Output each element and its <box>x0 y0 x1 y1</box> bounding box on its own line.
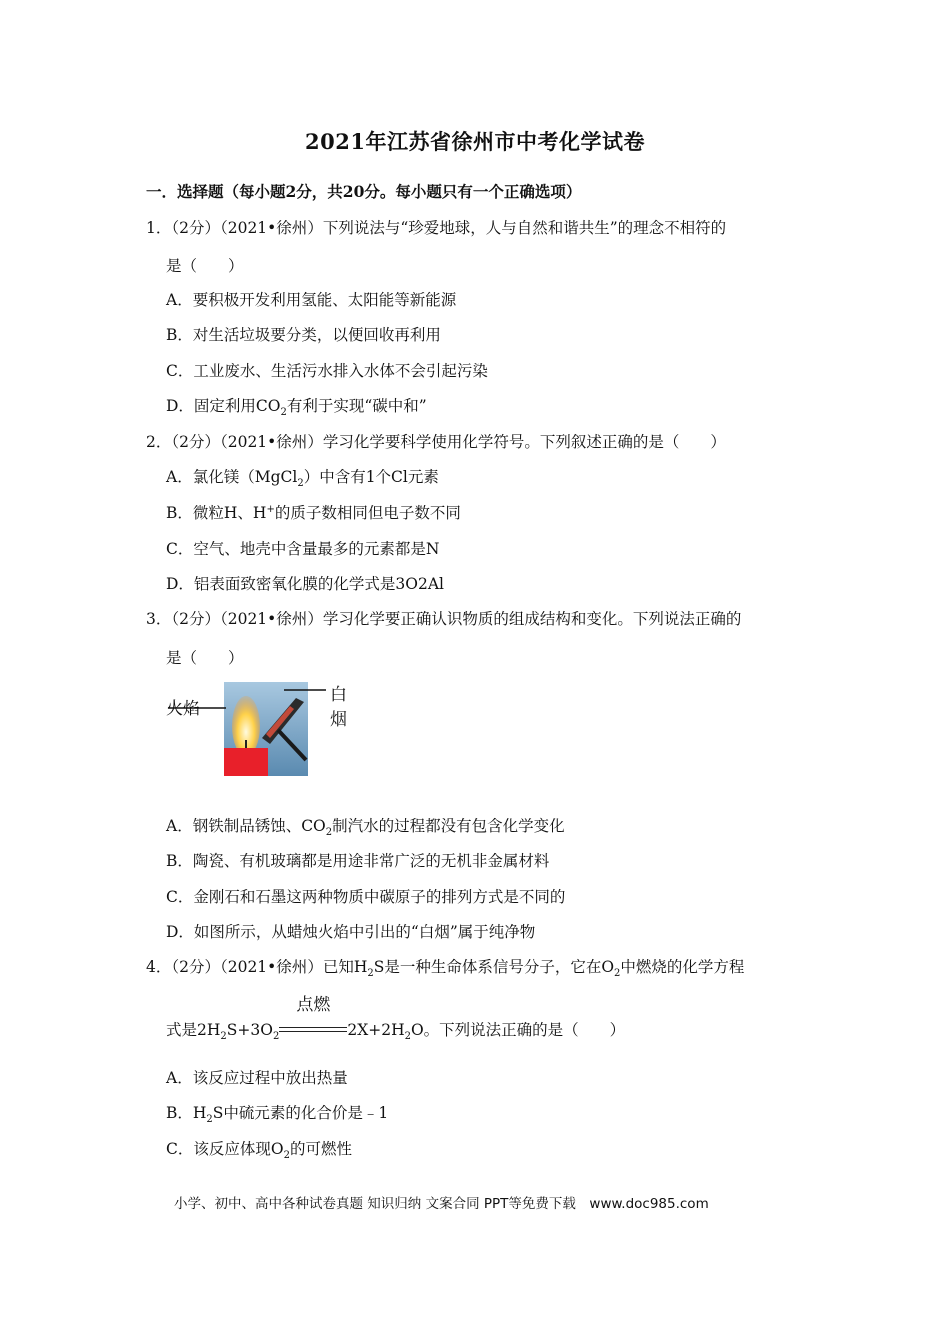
question-4-stem: 4．（2分）（2021•徐州）已知$H_2S$是一种生命体系信号分子，它在$O_2$中燃烧的化学方程 <box>146 958 745 980</box>
question-1-option-d: D．固定利用$CO_2$有利于实现“碳中和” <box>166 397 427 419</box>
page-footer: 小学、初中、高中各种试卷真题 知识归纳 文案合同 PPT等免费下载 www.doc985.com <box>174 1196 709 1212</box>
question-1-option-b: B．对生活垃圾要分类，以便回收再利用 <box>166 326 441 344</box>
page-title: 2021年江苏省徐州市中考化学试卷 <box>305 129 645 154</box>
candle-smoke-illustration <box>166 678 346 778</box>
candle-body <box>224 748 268 776</box>
question-2-option-a: A．氯化镁（MgCl$_2$）中含有1个Cl元素 <box>166 468 439 490</box>
question-3-option-d: D．如图所示，从蜡烛火焰中引出的“白烟”属于纯净物 <box>166 923 536 941</box>
question-3-option-b: B．陶瓷、有机玻璃都是用途非常广泛的无机非金属材料 <box>166 852 550 870</box>
question-3-option-c: C．金刚石和石墨这两种物质中碳原子的排列方式是不同的 <box>166 888 566 906</box>
question-4-option-c: C．该反应体现$O_2$的可燃性 <box>166 1140 352 1162</box>
question-4-option-a: A．该反应过程中放出热量 <box>166 1069 348 1087</box>
question-1-option-c: C．工业废水、生活污水排入水体不会引起污染 <box>166 362 488 380</box>
flame-label: 火焰 <box>166 699 200 719</box>
question-1-option-a: A．要积极开发利用氢能、太阳能等新能源 <box>166 291 457 309</box>
question-3-stem: 3．（2分）（2021•徐州）学习化学要正确认识物质的组成结构和变化。下列说法正确的 <box>146 610 742 628</box>
question-2-option-d: D．铝表面致密氧化膜的化学式是3O2Al <box>166 575 445 593</box>
candle-figure <box>166 678 346 778</box>
question-2-option-b: B．微粒H、H+的质子数相同但电子数不同 <box>166 503 461 522</box>
question-4-option-b: B．$H_2S$中硫元素的化合价是﹣1 <box>166 1104 389 1126</box>
reaction-condition: 点燃 <box>296 995 331 1015</box>
section-heading: 一．选择题（每小题2分，共20分。每小题只有一个正确选项） <box>146 182 582 201</box>
question-2-stem: 2．（2分）（2021•徐州）学习化学要科学使用化学符号。下列叙述正确的是（ ） <box>146 433 726 451</box>
question-3-stem-cont: 是（ ） <box>166 649 244 667</box>
reaction-arrow <box>279 995 347 1041</box>
question-3-option-a: A．钢铁制品锈蚀、$CO_2$制汽水的过程都没有包含化学变化 <box>166 817 565 839</box>
smoke-label: 白烟 <box>330 685 347 730</box>
question-4-equation: 式是$2H_2S+3O_2$ 点燃 $2X+2H_2O$。下列说法正确的是（ ） <box>166 995 626 1043</box>
question-1-stem-cont: 是（ ） <box>166 257 244 275</box>
question-1-stem: 1．（2分）（2021•徐州）下列说法与“珍爱地球，人与自然和谐共生”的理念不相符的 <box>146 219 727 237</box>
question-2-option-c: C．空气、地壳中含量最多的元素都是N <box>166 540 440 558</box>
